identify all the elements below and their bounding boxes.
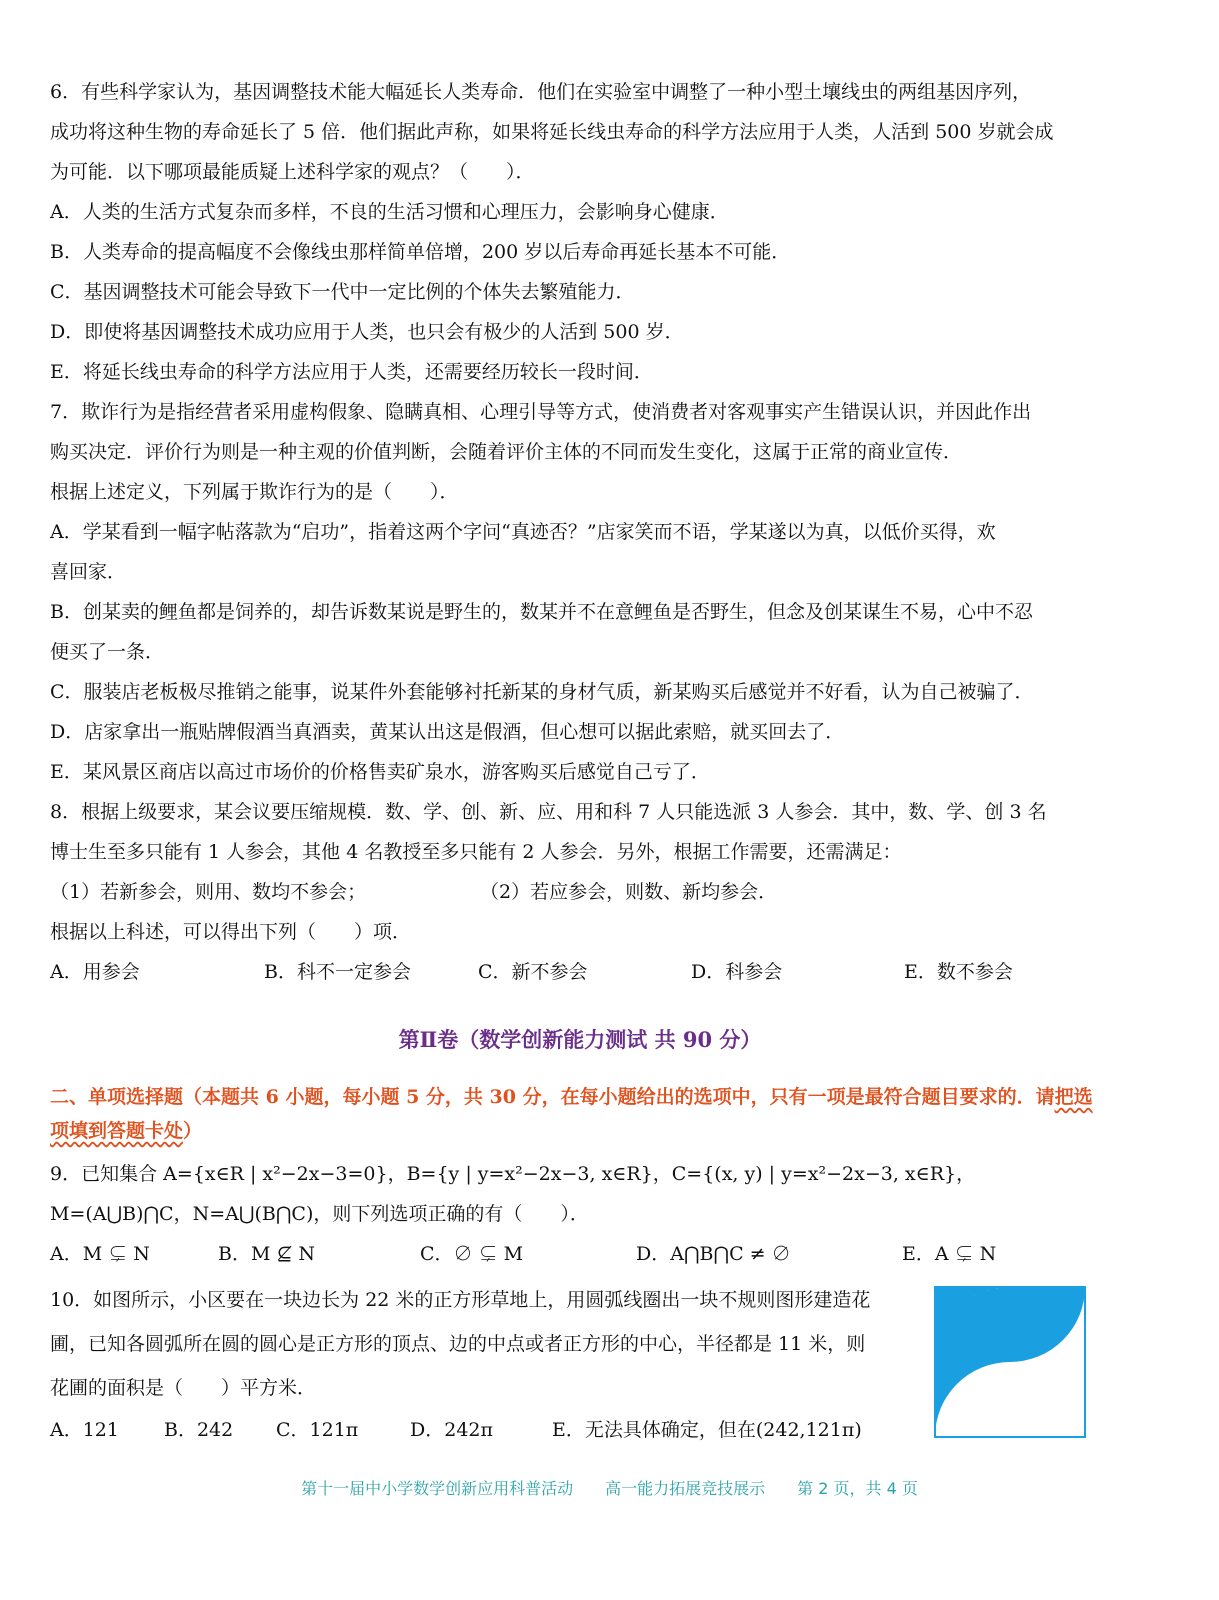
question-7 <box>50 392 1110 792</box>
footer-page-number: 第 2 页，共 4 页 <box>797 1479 918 1498</box>
q7-line-2: 购买决定．评价行为则是一种主观的价值判断，会随着评价主体的不同而发生变化，这属于正常的商业宣传． <box>50 441 963 463</box>
q8-prompt: 根据以上科述，可以得出下列（ ）项． <box>50 921 412 943</box>
q6-line-1: 6．有些科学家认为，基因调整技术能大幅延长人类寿命．他们在实验室中调整了一种小型土壤线虫的两组基因序列， <box>50 81 1032 103</box>
q6-option-a: A．人类的生活方式复杂而多样，不良的生活习惯和心理压力，会影响身心健康． <box>50 201 729 223</box>
q10-line-1: 10．如图所示，小区要在一块边长为 22 米的正方形草地上，用圆弧线圈出一块不规则图形建造花 <box>50 1289 871 1311</box>
flower-bed-figure <box>934 1286 1086 1438</box>
q7-option-e: E．某风景区商店以高过市场价的价格售卖矿泉水，游客购买后感觉自己亏了． <box>50 761 710 783</box>
q9-option-c: C．∅ ⊊ M <box>420 1243 524 1265</box>
q8-line-1: 8．根据上级要求，某会议要压缩规模．数、学、创、新、应、用和科 7 人只能选派 3 人参会．其中，数、学、创 3 名 <box>50 801 1047 823</box>
q8-option-c: C．新不参会 <box>478 961 588 983</box>
q10-option-c: C．121π <box>276 1419 359 1441</box>
q9-line-2: M=(A⋃B)⋂C，N=A⋃(B⋂C)，则下列选项正确的有（ ）． <box>50 1203 589 1225</box>
q6-option-e: E．将延长线虫寿命的科学方法应用于人类，还需要经历较长一段时间． <box>50 361 653 383</box>
q9-option-d: D．A⋂B⋂C ≠ ∅ <box>636 1243 791 1265</box>
q8-options <box>50 952 1110 992</box>
q9-line-1: 9．已知集合 A={x∈R | x²−2x−3=0}，B={y | y=x²−2x−3, x∈R}，C={(x, y) | y=x²−2x−3, x∈R}， <box>50 1163 976 1185</box>
q8-line-2: 博士生至多只能有 1 人参会，其他 4 名教授至多只能有 2 人参会．另外，根据工作需要，还需满足： <box>50 841 902 863</box>
q8-conditions <box>50 872 1110 912</box>
q9-option-a: A．M ⊊ N <box>50 1243 150 1265</box>
section-2-title: 第Ⅱ卷（数学创新能力测试 共 90 分） <box>398 1027 762 1052</box>
q9-option-b: B．M ⊈ N <box>218 1243 316 1265</box>
question-8 <box>50 792 1110 992</box>
q6-option-b: B．人类寿命的提高幅度不会像线虫那样简单倍增，200 岁以后寿命再延长基本不可能． <box>50 241 791 263</box>
page-footer <box>0 1476 1219 1499</box>
q10-option-d: D．242π <box>410 1419 493 1441</box>
q10-option-b: B．242 <box>164 1419 234 1441</box>
q8-option-d: D．科参会 <box>691 961 783 983</box>
q8-condition-2: （2）若应参会，则数、新均参会． <box>480 881 778 903</box>
q9-option-e: E．A ⊊ N <box>902 1243 997 1265</box>
q7-line-3: 根据上述定义，下列属于欺诈行为的是（ ）． <box>50 481 459 503</box>
q8-option-b: B．科不一定参会 <box>264 961 411 983</box>
q10-line-2: 圃，已知各圆弧所在圆的圆心是正方形的顶点、边的中点或者正方形的中心，半径都是 11 米，则 <box>50 1333 866 1355</box>
q7-option-d: D．店家拿出一瓶贴牌假酒当真酒卖，黄某认出这是假酒，但心想可以据此索赔，就买回去了． <box>50 721 845 743</box>
question-10 <box>50 1278 1110 1450</box>
q7-option-b-line-2: 便买了一条． <box>50 641 165 663</box>
q8-option-e: E．数不参会 <box>904 961 1013 983</box>
q9-options <box>50 1234 1110 1274</box>
section-2-instructions-end: ） <box>183 1120 203 1142</box>
footer-event: 第十一届中小学数学创新应用科普活动 <box>301 1479 574 1498</box>
q8-option-a: A．用参会 <box>50 961 140 983</box>
question-6 <box>50 72 1110 392</box>
q8-condition-1: （1）若新参会，则用、数均不参会； <box>50 881 367 903</box>
q7-line-1: 7．欺诈行为是指经营者采用虚构假象、隐瞒真相、心理引导等方式，使消费者对客观事实产生错误认识，并因此作出 <box>50 401 1032 423</box>
q10-text <box>50 1278 910 1410</box>
q6-option-c: C．基因调整技术可能会导致下一代中一定比例的个体失去繁殖能力． <box>50 281 635 303</box>
q6-option-d: D．即使将基因调整技术成功应用于人类，也只会有极少的人活到 500 岁． <box>50 321 684 343</box>
q10-option-a: A．121 <box>50 1419 119 1441</box>
exam-page <box>50 72 1110 1450</box>
footer-level: 高一能力拓展竞技展示 <box>605 1479 766 1498</box>
section-2-instructions <box>50 1080 1110 1148</box>
section-2-instructions-emphasis: 把选项填到答题卡处 <box>50 1086 1093 1142</box>
q10-option-e: E．无法具体确定，但在(242,121π) <box>552 1419 862 1441</box>
question-9 <box>50 1154 1110 1274</box>
q7-option-a-line-2: 喜回家． <box>50 561 127 583</box>
q7-option-b-line-1: B．创某卖的鲤鱼都是饲养的，却告诉数某说是野生的，数某并不在意鲤鱼是否野生，但念及创某谋生不易，心中不忍 <box>50 601 1033 623</box>
q6-line-3: 为可能．以下哪项最能质疑上述科学家的观点？（ ）． <box>50 161 535 183</box>
q7-option-a-line-1: A．学某看到一幅字帖落款为“启功”，指着这两个字问“真迹否？”店家笑而不语，学某遂以为真，以低价买得，欢 <box>50 521 996 543</box>
section-2-instructions-main: 二、单项选择题（本题共 6 小题，每小题 5 分，共 30 分，在每小题给出的选项中，只有一项是最符合题目要求的．请 <box>50 1086 1055 1108</box>
q10-line-3: 花圃的面积是（ ）平方米． <box>50 1377 317 1399</box>
q6-line-2: 成功将这种生物的寿命延长了 5 倍．他们据此声称，如果将延长线虫寿命的科学方法应用于人类，人活到 500 岁就会成 <box>50 121 1054 143</box>
q7-option-c: C．服装店老板极尽推销之能事，说某件外套能够衬托新某的身材气质，新某购买后感觉并不好看，认为自己被骗了． <box>50 681 1034 703</box>
